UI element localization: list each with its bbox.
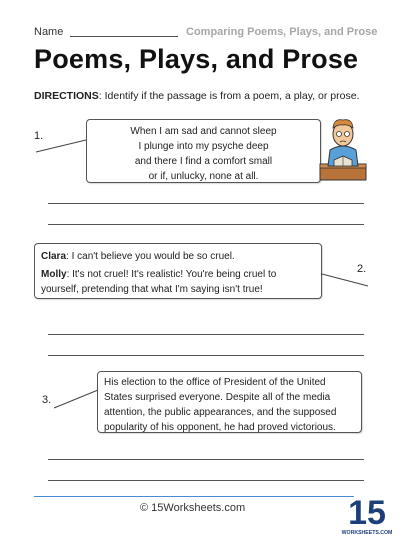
dialogue-text: : I can't believe you would be so cruel. — [66, 251, 235, 262]
question-3-pointer — [52, 386, 100, 412]
speaker-name: Clara — [41, 251, 67, 262]
dialogue-text: : It's not cruel! It's realistic! You're being cruel to yourself, pretending that what I'm saying isn't true! — [41, 269, 277, 295]
question-2-number: 2. — [357, 263, 367, 275]
reading-person-illustration — [318, 112, 368, 184]
question-1-pointer — [34, 138, 88, 154]
footer-copyright: © 15Worksheets.com — [140, 502, 246, 514]
footer-divider — [34, 496, 354, 497]
prose-text: His election to the office of President of the United States surprised everyone. Despite all of the media attention, the public appearances, and the supposed popularity of his opponent, he had proved victorious. — [104, 377, 337, 433]
answer-line — [48, 334, 364, 335]
answer-line — [48, 203, 364, 204]
question-3-number: 3. — [42, 394, 52, 406]
poem-line: or if, unlucky, none at all. — [148, 171, 259, 182]
directions — [34, 90, 359, 102]
answer-line — [48, 355, 364, 356]
question-1-number: 1. — [34, 130, 44, 142]
question-3-passage — [97, 371, 362, 433]
page-title: Poems, Plays, and Prose — [34, 44, 359, 74]
logo-text: WORKSHEETS.COM — [341, 530, 393, 536]
name-label: Name — [34, 26, 64, 38]
answer-line — [48, 459, 364, 460]
site-logo — [341, 492, 393, 536]
question-1-passage — [86, 119, 321, 183]
logo-number: 15 — [348, 494, 386, 532]
worksheet-subtitle: Comparing Poems, Plays, and Prose — [186, 26, 378, 38]
answer-line — [48, 480, 364, 481]
question-2-passage — [34, 243, 322, 299]
poem-line: I plunge into my psyche deep — [138, 141, 269, 152]
directions-label: DIRECTIONS — [34, 90, 99, 102]
poem-line: When I am sad and cannot sleep — [130, 126, 277, 137]
speaker-name: Molly — [41, 269, 67, 280]
directions-text: : Identify if the passage is from a poem, a play, or prose. — [98, 90, 360, 102]
poem-line: and there I find a comfort small — [134, 156, 273, 167]
name-line — [70, 36, 178, 37]
answer-line — [48, 224, 364, 225]
